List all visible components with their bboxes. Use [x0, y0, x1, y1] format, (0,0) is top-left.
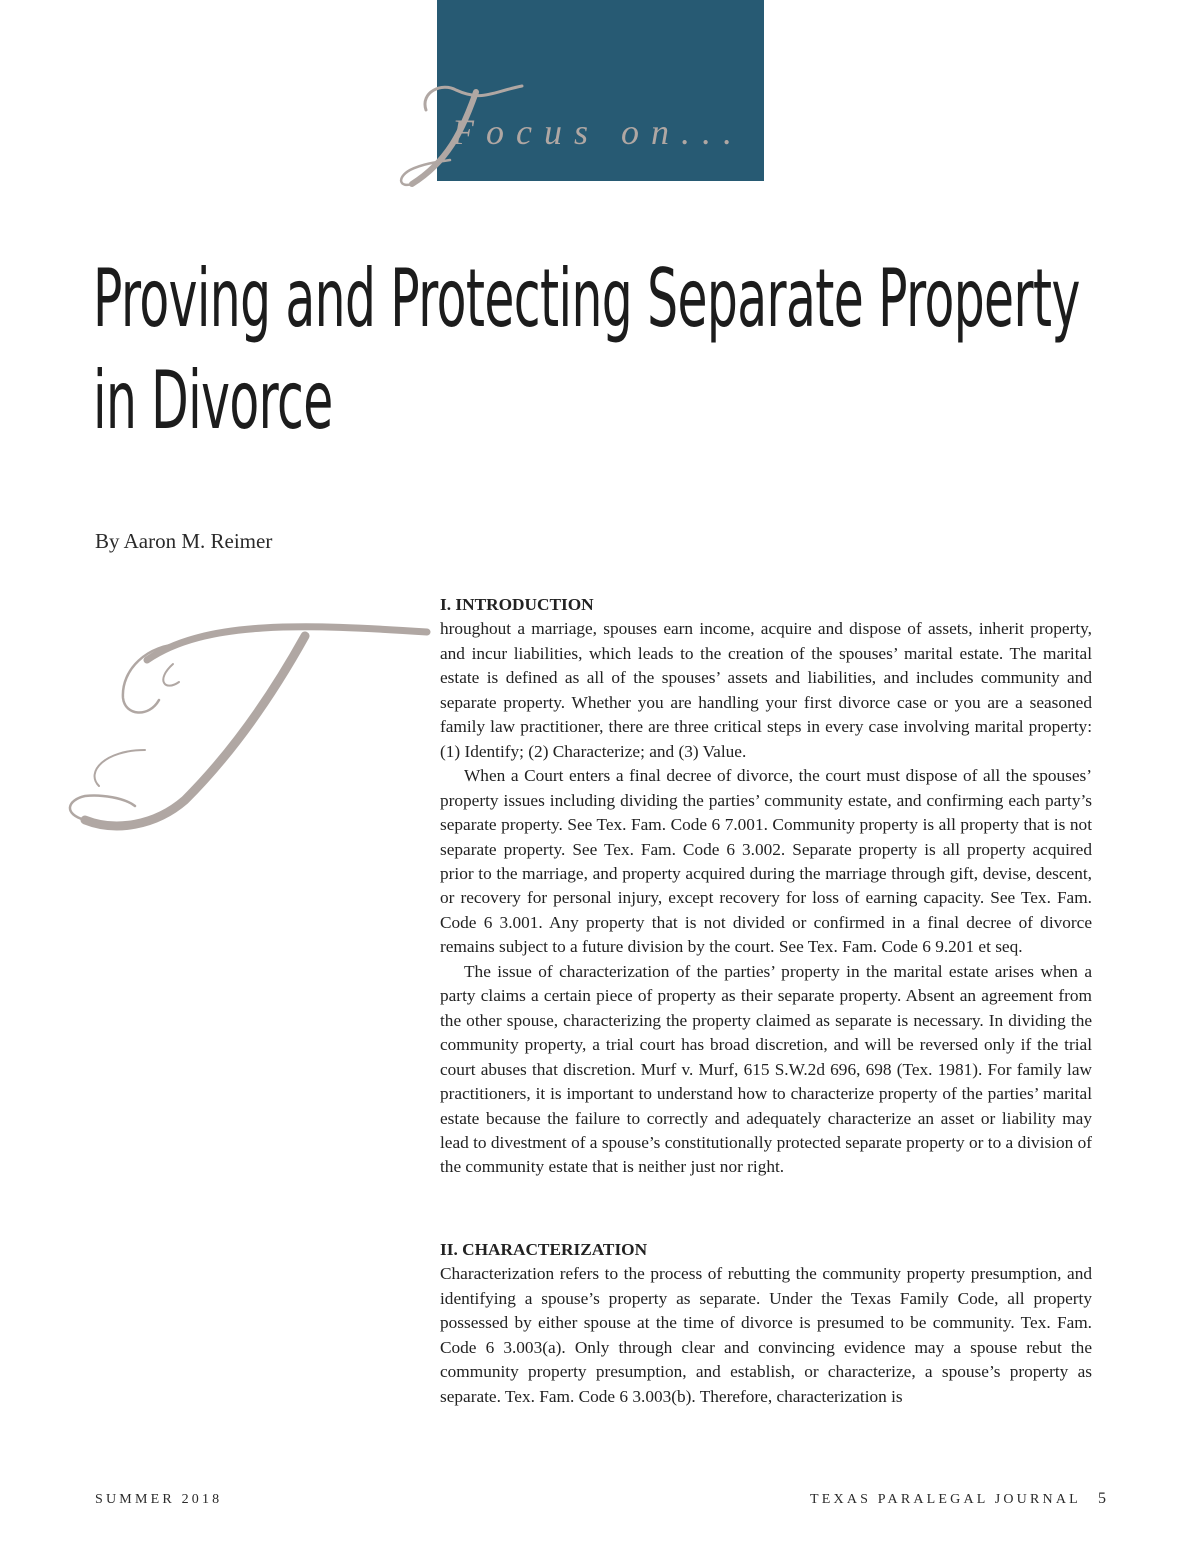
footer-journal-name: TEXAS PARALEGAL JOURNAL	[810, 1492, 1081, 1507]
title-line-2: in Divorce	[93, 354, 333, 447]
article-body	[440, 593, 1092, 1409]
article-title	[93, 248, 1080, 452]
paragraph: hroughout a marriage, spouses earn income, acquire and dispose of assets, inherit property, and incur liabilities, which leads to the creation of the spouses’ marital estate. The marital estate is defined as all of the spouses’ assets and liabilities, and includes community and separate property. Whether you are handling your first divorce case or you are a seasoned family law practitioner, there are three critical steps in every case involving marital property: (1) Identify; (2) Characterize; and (3) Value.	[440, 619, 1092, 761]
author-byline: By Aaron M. Reimer	[95, 529, 273, 553]
paragraph: When a Court enters a final decree of divorce, the court must dispose of all the spouses’ property issues including dividing the parties’ community estate, and confirming each party’s separate property. See Tex. Fam. Code 6 7.001. Community property is all property that is not separate property. See Tex. Fam. Code 6 3.002. Separate property is all property acquired prior to the marriage, and property acquired during the marriage through gift, devise, descent, or recovery for personal injury, except recovery for loss of earning capacity. See Tex. Fam. Code 6 3.001. Any property that is not divided or confirmed in a final decree of divorce remains subject to a future division by the court. See Tex. Fam. Code 6 9.201 et seq.	[440, 766, 1092, 957]
section-heading-characterization: II. CHARACTERIZATION	[440, 1239, 648, 1259]
page-number: 5	[1098, 1490, 1106, 1507]
paragraph: The issue of characterization of the parties’ property in the marital estate arises when a party claims a certain piece of property as their separate property. Absent an agreement from the other spouse, characterizing the property claimed as separate is necessary. In dividing the community property, a trial court has broad discretion, and will be reversed only if the trial court abuses that discretion. Murf v. Murf, 615 S.W.2d 696, 698 (Tex. 1981). For family law practitioners, it is important to understand how to characterize property of the parties’ marital estate because the failure to correctly and adequately characterize an asset or liability may lead to divestment of a spouse’s constitutionally protected separate property or to a division of the community estate that is neither just nor right.	[440, 961, 1092, 1177]
focus-on-script-heading	[392, 52, 812, 202]
paragraph: Characterization refers to the process of rebutting the community property presumption, and identifying a spouse’s property as separate. Under the Texas Family Code, all property possessed by either spouse at the time of divorce is presumed to be community. Tex. Fam. Code 6 3.003(a). Only through clear and convincing evidence may a spouse rebut the community property presumption, and establish, or characterize, a spouse’s property as separate. Tex. Fam. Code 6 3.003(b). Therefore, characterization is	[440, 1264, 1092, 1406]
drop-cap-strokes	[70, 627, 427, 826]
footer-issue: SUMMER 2018	[95, 1492, 223, 1507]
title-line-1: Proving and Protecting Separate Property	[93, 252, 1080, 345]
section-heading-introduction: I. INTRODUCTION	[440, 595, 594, 614]
section-spacer	[440, 1180, 1092, 1238]
drop-cap-letter-t	[55, 600, 435, 840]
script-text: Focus on...	[452, 112, 744, 152]
